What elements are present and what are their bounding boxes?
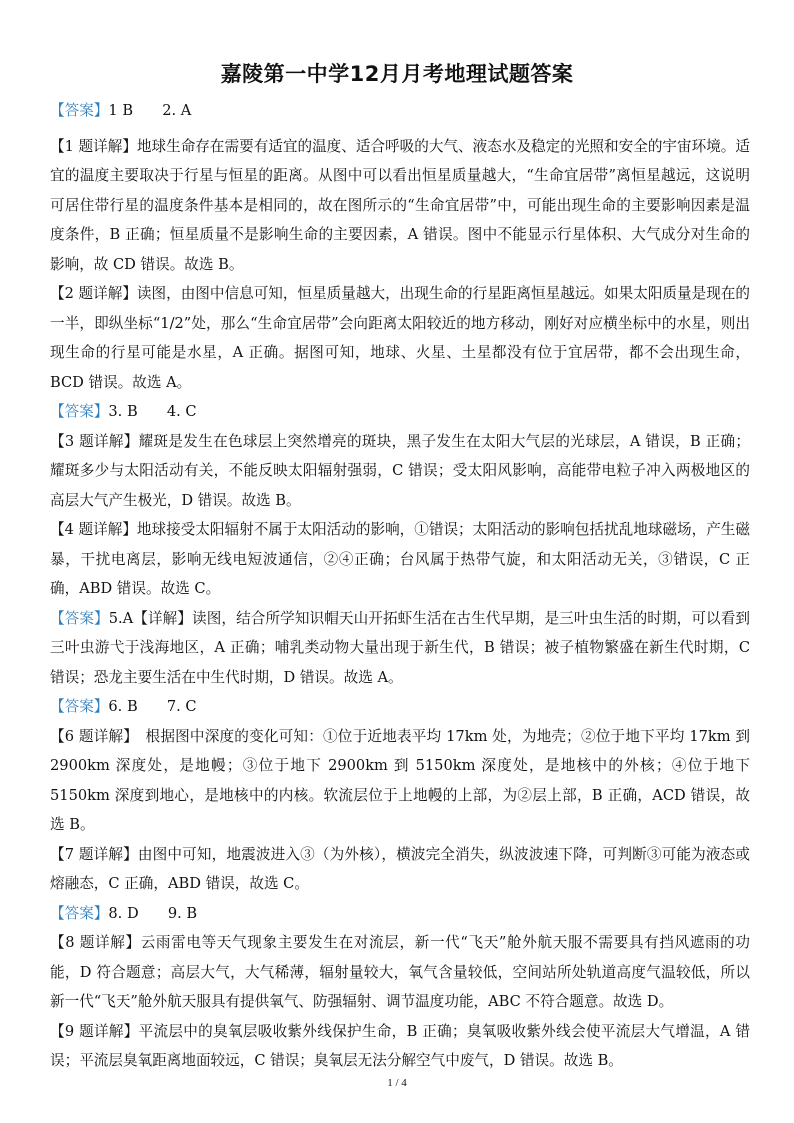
answer-text: 8. D 9. B <box>108 904 198 922</box>
answer-tag: 【答案】 <box>50 403 109 420</box>
answer-line <box>50 899 750 929</box>
question-detail: 【7 题详解】由图中可知，地震波进入③（为外核），横波完全消失，纵波波速下降，可判断③可能为液态或熔融态，C 正确，ABD 错误，故选 C。 <box>50 845 750 892</box>
answer-line <box>50 96 750 126</box>
answer-text: 3. B 4. C <box>108 403 197 420</box>
question-detail: 【4 题详解】地球接受太阳辐射不属于太阳活动的影响，①错误；太阳活动的影响包括扰乱地球磁场，产生磁暴，干扰电离层，影响无线电短波通信，②④正确；台风属于热带气旋，和太阳活动无关，③错误，C 正确，ABD 错误。故选 C。 <box>50 521 750 597</box>
answer-line <box>50 692 750 722</box>
question-detail: 【1 题详解】地球生命存在需要有适宜的温度、适合呼吸的大气、液态水及稳定的光照和安全的宇宙环境。适宜的温度主要取决于行星与恒星的距离。从图中可以看出恒星质量越大，“生命宜居带”离恒星越远，这说明可居住带行星的温度条件基本是相同的，故在图所示的“生命宜居带”中，可能出现生命的主要影响因素是温度条件，B 正确；恒星质量不是影响生命的主要因素，A 错误。图中不能显示行星体积、大气成分对生命的影响，故 CD 错误。故选 B。 <box>50 137 750 273</box>
answer-tag: 【答案】 <box>50 698 109 715</box>
question-detail: 【3 题详解】耀斑是发生在色球层上突然增亮的斑块，黑子发生在太阳大气层的光球层，A 错误，B 正确；耀斑多少与太阳活动有关，不能反映太阳辐射强弱，C 错误；受太阳风影响，高能带电粒子冲入两极地区的高层大气产生极光，D 错误。故选 B。 <box>50 432 750 509</box>
answer-tag: 【答案】 <box>50 904 109 922</box>
question-detail: 【6 题详解】 根据图中深度的变化可知：①位于近地表平均 17km 处，为地壳；②位于地下平均 17km 到 2900km 深度处，是地幔；③位于地下 2900km 到 5150km 深度处，是地核中的外核；④位于地下 5150km 深度到地心，是地核中的内核。软流层位于上地幔的上部，为②层上部，B 正确，ACD 错误，故选 B。 <box>50 727 750 833</box>
question-detail: 【9 题详解】平流层中的臭氧层吸收紫外线保护生命，B 正确；臭氧吸收紫外线会使平流层大气增温，A 错误；平流层臭氧距离地面较远，C 错误；臭氧层无法分解空气中废气，D 错误。故选 B。 <box>50 1022 750 1069</box>
page-number: 1 / 4 <box>387 1077 407 1089</box>
question-detail: 【8 题详解】云雨雷电等天气现象主要发生在对流层，新一代“飞天”舱外航天服不需要具有挡风遮雨的功能，D 符合题意；高层大气，大气稀薄，辐射量较大，氧气含量较低，空间站所处轨道高度气温较低，所以新一代“飞天”舱外航天服具有提供氧气、防强辐射、调节温度功能，ABC 不符合题意。故选 D。 <box>50 934 750 1010</box>
answer-text: 5.A【详解】读图，结合所学知识帽天山开拓虾生活在古生代早期，是三叶虫生活的时期，可以看到三叶虫游弋于浅海地区，A 正确；哺乳类动物大量出现于新生代，B 错误；被子植物繁盛在新生代时期，C 错误；恐龙主要生活在中生代时期，D 错误。故选 A。 <box>50 609 750 686</box>
answer-content <box>50 96 750 1076</box>
page-title: 嘉陵第一中学12月月考地理试题答案 <box>220 62 574 86</box>
answer-text: 1 B 2. A <box>108 102 192 119</box>
answer-tag: 【答案】 <box>50 102 109 119</box>
answer-text: 6. B 7. C <box>108 698 197 715</box>
question-detail: 【2 题详解】读图，由图中信息可知，恒星质量越大，出现生命的行星距离恒星越远。如果太阳质量是现在的一半，即纵坐标“1/2”处，那么“生命宜居带”会向距离太阳较近的地方移动，刚好对应横坐标中的水星，则出现生命的行星可能是水星，A 正确。据图可知，地球、火星、土星都没有位于宜居带，都不会出现生命，BCD 错误。故选 A。 <box>50 285 750 391</box>
answer-line <box>50 397 750 427</box>
answer-tag: 【答案】 <box>50 609 109 627</box>
answer-line <box>50 604 750 693</box>
